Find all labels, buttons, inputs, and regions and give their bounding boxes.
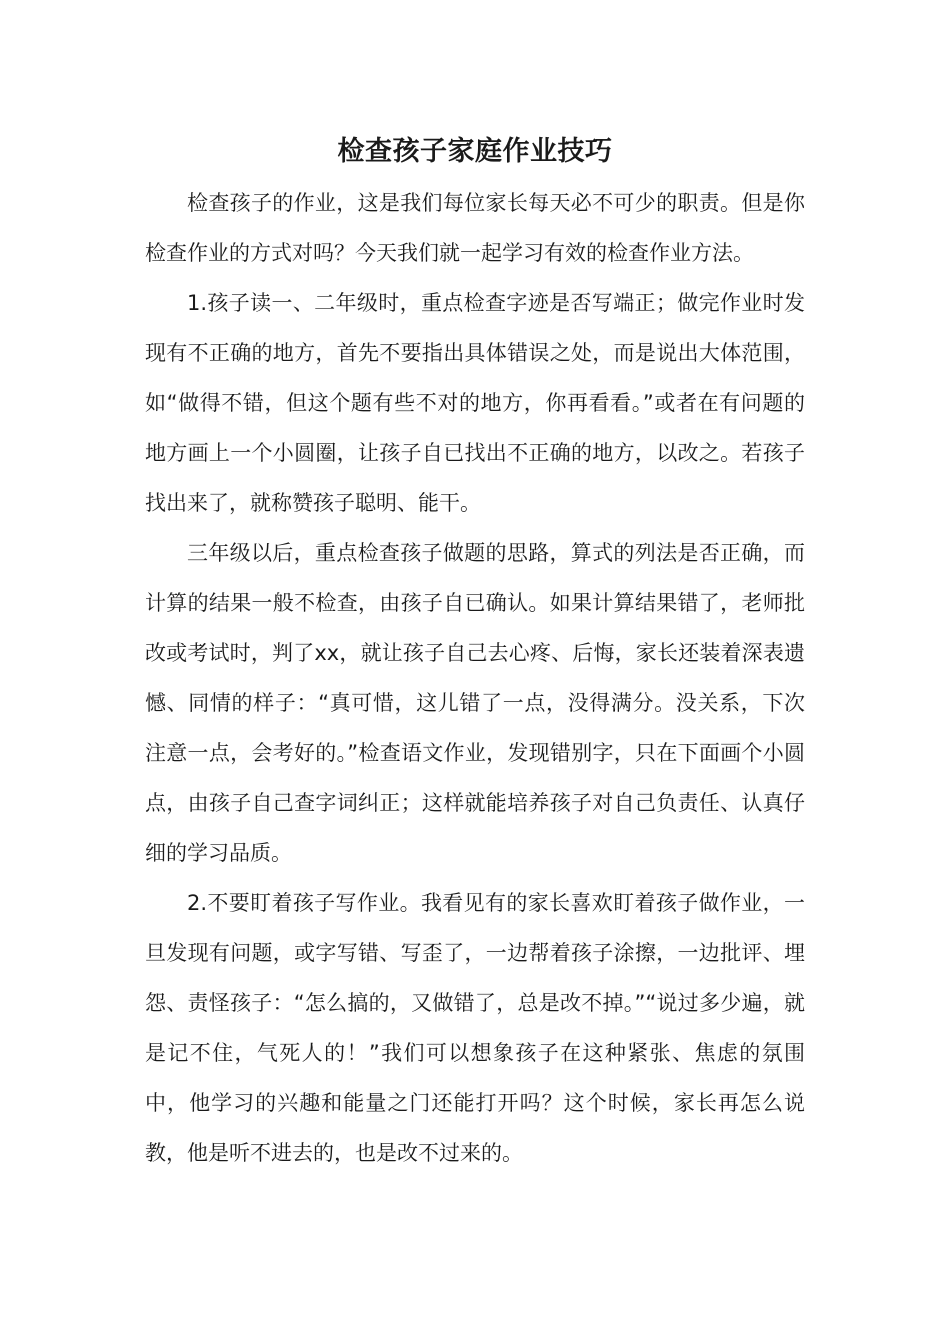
paragraph-tip-1: 1.孩子读一、二年级时，重点检查字迹是否写端正；做完作业时发现有不正确的地方，首先不要指出具体错误之处，而是说出大体范围，如“做得不错，但这个题有些不对的地方，你再看看。”或者在有问题的地方画上一个小圆圈，让孩子自已找出不正确的地方，以改之。若孩子找出来了，就称赞孩子聪明、能干。 bbox=[145, 291, 805, 515]
paragraph-grade-three: 三年级以后，重点检查孩子做题的思路，算式的列法是否正确，而计算的结果一般不检查，由孩子自已确认。如果计算结果错了，老师批改或考试时，判了xx，就让孩子自己去心疼、后悔，家长还装着深表遗憾、同情的样子：“真可惜，这儿错了一点，没得满分。没关系，下次注意一点，会考好的。”检查语文作业，发现错别字，只在下面画个小圆点，由孩子自己查字词纠正；这样就能培养孩子对自己负责任、认真仔细的学习品质。 bbox=[145, 541, 805, 865]
page-title: 检查孩子家庭作业技巧 bbox=[337, 136, 613, 167]
paragraph-tip-2: 2.不要盯着孩子写作业。我看见有的家长喜欢盯着孩子做作业，一旦发现有问题，或字写错、写歪了，一边帮着孩子涂擦，一边批评、埋怨、责怪孩子：“怎么搞的，又做错了，总是改不掉。”“说过多少遍，就是记不住，气死人的！”我们可以想象孩子在这种紧张、焦虑的氛围中，他学习的兴趣和能量之门还能打开吗？这个时候，家长再怎么说教，他是听不进去的，也是改不过来的。 bbox=[145, 891, 805, 1165]
paragraph-intro: 检查孩子的作业，这是我们每位家长每天必不可少的职责。但是你检查作业的方式对吗？今天我们就一起学习有效的检查作业方法。 bbox=[145, 191, 805, 265]
document-body bbox=[145, 178, 805, 1178]
